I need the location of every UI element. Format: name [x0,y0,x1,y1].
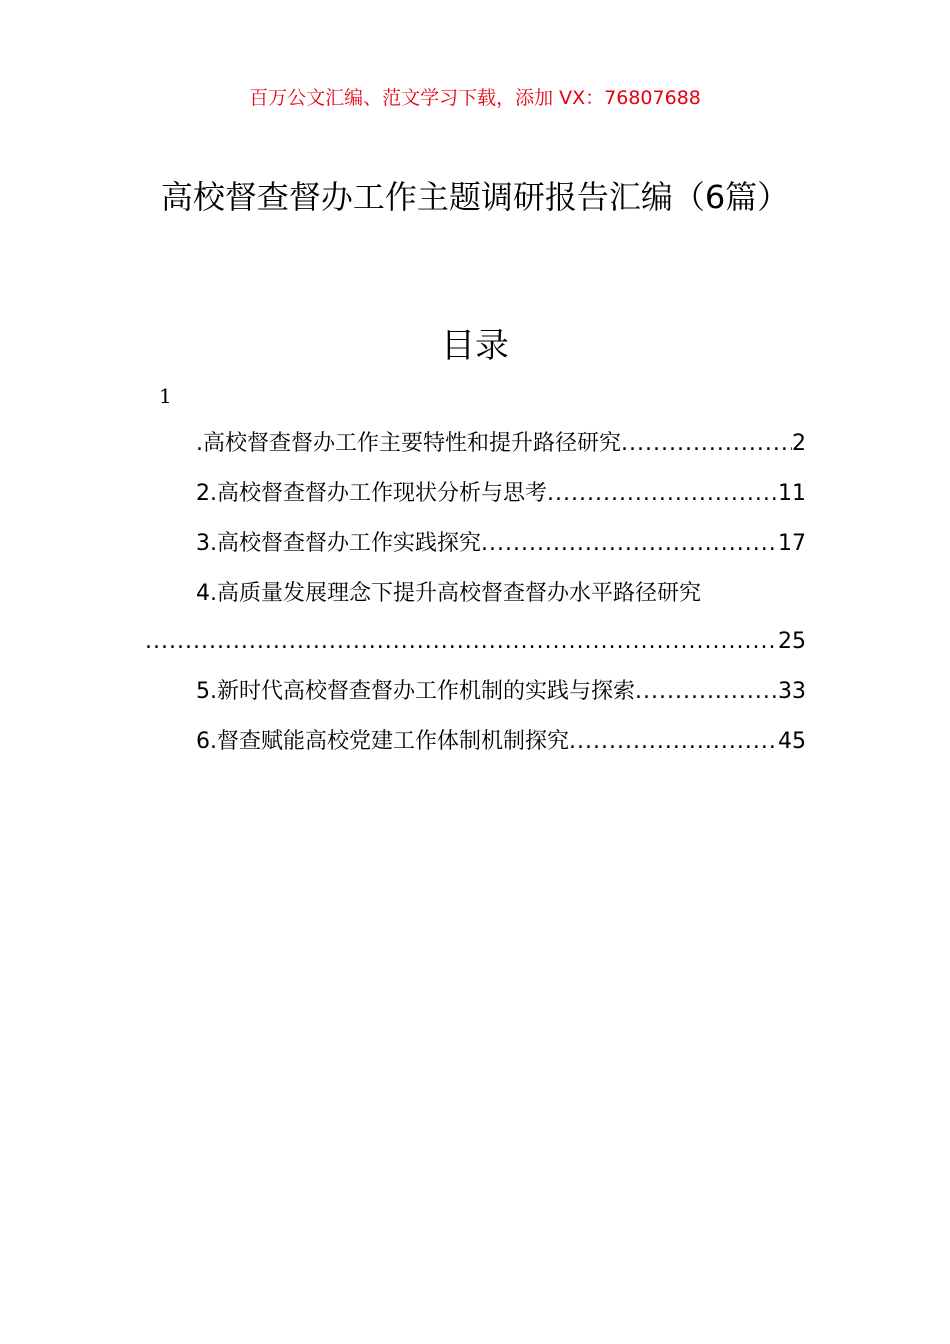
toc-entry-page: 25 [778,629,806,654]
document-title: 高校督查督办工作主题调研报告汇编（6篇） [160,178,790,216]
stray-number: 1 [159,384,172,408]
toc-entry-title: 2.高校督查督办工作现状分析与思考 [196,481,547,506]
toc-entry-title: 5.新时代高校督查督办工作机制的实践与探索 [196,679,635,704]
toc-entry-page: 17 [778,531,806,556]
toc-heading: 目录 [441,326,509,366]
toc-entry-title: 3.高校督查督办工作实践探究 [196,531,481,556]
toc-leader-dots [547,474,778,514]
toc-leader-dots [635,672,778,712]
toc-entry-page: 33 [778,679,806,704]
toc-entry-4-continuation[interactable] [145,622,806,662]
toc-entry-title: .高校督查督办工作主要特性和提升路径研究 [196,431,621,456]
toc-entry-title: 4.高质量发展理念下提升高校督查督办水平路径研究 [196,581,701,606]
toc-entry-1[interactable] [196,424,806,464]
toc-leader-dots [621,424,792,464]
toc-entry-4[interactable] [196,574,806,614]
toc-leader-dots [569,722,778,762]
toc-entry-5[interactable] [196,672,806,712]
toc-entry-page: 11 [778,481,806,506]
header-promo-text: 百万公文汇编、范文学习下载，添加 VX：76807688 [249,87,701,109]
header-promo-note [0,84,950,112]
toc-entry-2[interactable] [196,474,806,514]
toc-entry-page: 45 [778,729,806,754]
toc-entry-title: 6.督查赋能高校党建工作体制机制探究 [196,729,569,754]
toc-leader-dots [481,524,778,564]
toc-entry-3[interactable] [196,524,806,564]
toc-entry-6[interactable] [196,722,806,762]
toc-entry-page: 2 [792,431,806,456]
toc-leader-dots [145,622,778,662]
